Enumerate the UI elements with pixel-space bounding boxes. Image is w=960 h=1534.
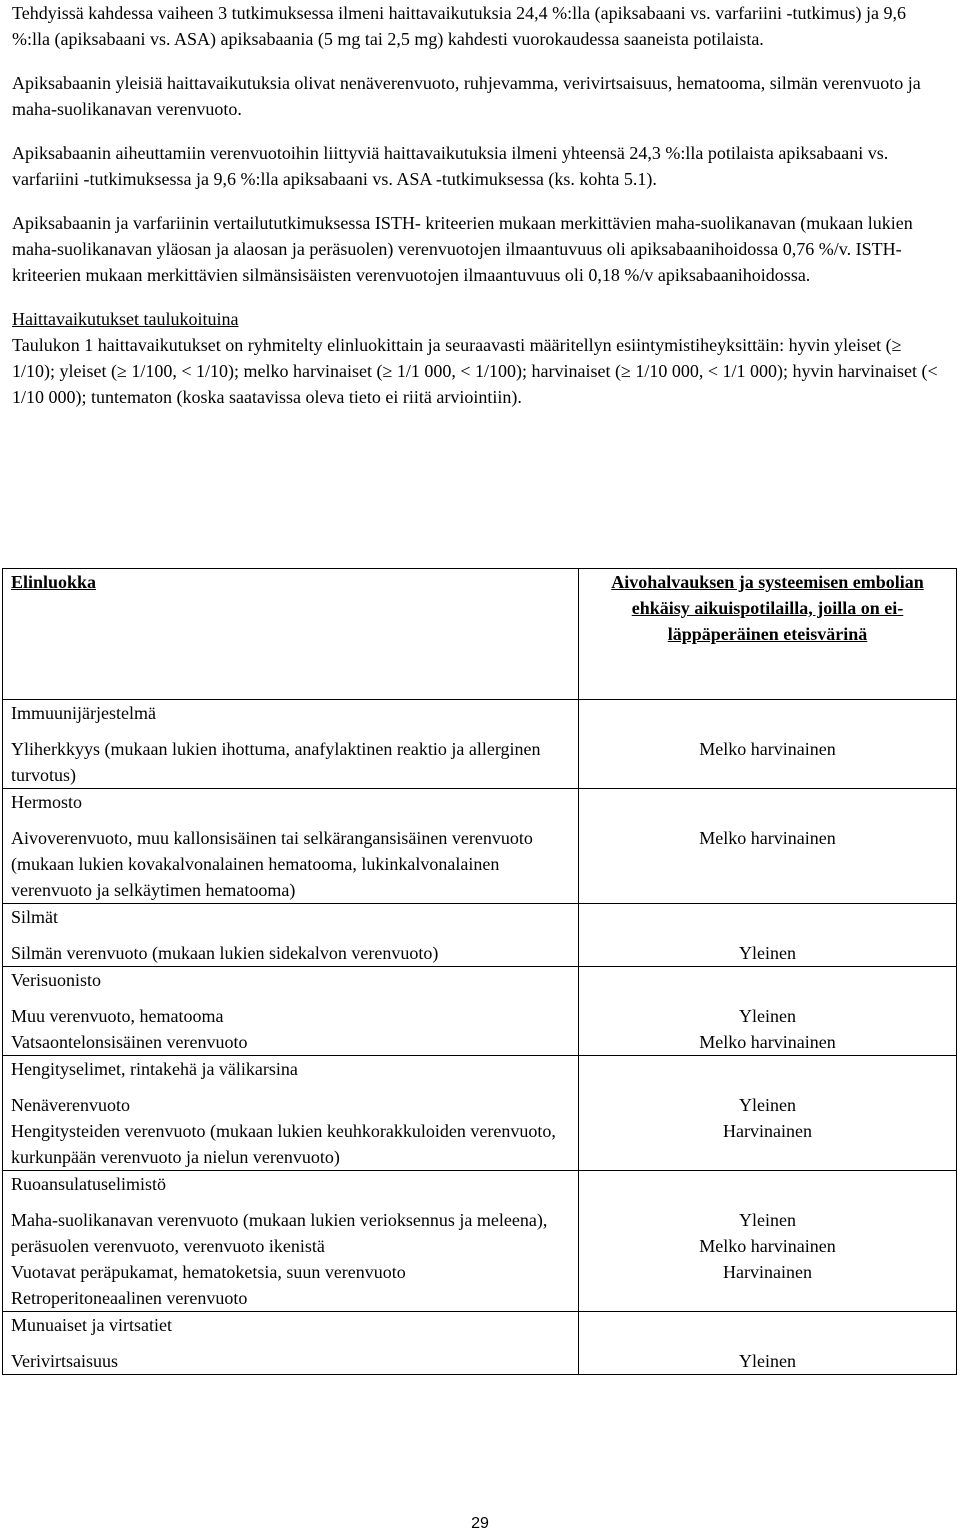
adverse-reaction-term: Yliherkkyys (mukaan lukien ihottuma, anafylaktinen reaktio ja allerginen turvotus)	[11, 739, 541, 785]
organ-class-cell	[3, 789, 579, 904]
table-row	[3, 1312, 957, 1375]
adverse-reactions-table	[2, 568, 957, 1375]
organ-class-label: Immuunijärjestelmä	[11, 703, 156, 723]
header-indication: Aivohalvauksen ja systeemisen embolian ehkäisy aikuispotilailla, joilla on ei-läppäperäinen eteisvärinä	[579, 569, 957, 700]
table-row	[3, 967, 957, 1056]
paragraph-isth: Apiksabaanin ja varfariinin vertailututkimuksessa ISTH- kriteerien mukaan merkittävien maha-suolikanavan (mukaan lukien maha-suolikanavan yläosan ja alaosan ja peräsuolen) verenvuotojen ilmaantuvuus oli apiksabaanihoidossa 0,76 %/v. ISTH-kriteerien mukaan merkittävien silmänsisäisten verenvuotojen ilmaantuvuus oli 0,18 %/v apiksabaanihoidossa.	[12, 213, 913, 285]
frequency-cell	[579, 967, 957, 1056]
frequency-value: Yleinen	[739, 1006, 796, 1026]
organ-class-cell	[3, 904, 579, 967]
organ-class-label: Hengityselimet, rintakehä ja välikarsina	[11, 1059, 298, 1079]
frequency-value: Harvinainen	[723, 1121, 812, 1141]
frequency-cell	[579, 1171, 957, 1312]
adverse-reaction-term: Verivirtsaisuus	[11, 1351, 118, 1371]
adverse-reaction-term: Silmän verenvuoto (mukaan lukien sidekalvon verenvuoto)	[11, 943, 439, 963]
adverse-reaction-term: Retroperitoneaalinen verenvuoto	[11, 1288, 248, 1308]
section-title: Haittavaikutukset taulukoituina	[12, 309, 239, 329]
table-row	[3, 700, 957, 789]
adverse-reaction-term: Maha-suolikanavan verenvuoto (mukaan lukien verioksennus ja meleena), peräsuolen verenvuoto, verenvuoto ikenistä	[11, 1210, 548, 1256]
section-intro: Taulukon 1 haittavaikutukset on ryhmitelty elinluokittain ja seuraavasti määritellyn esiintymistiheyksittäin: hyvin yleiset (≥ 1/10); yleiset (≥ 1/100, < 1/10); melko harvinaiset (≥ 1/1 000, < 1/100); harvinaiset (≥ 1/10 000, < 1/1 000); hyvin harvinaiset (< 1/10 000); tuntematon (koska saatavissa oleva tieto ei riitä arviointiin).	[12, 335, 938, 407]
table-row	[3, 1056, 957, 1171]
organ-class-cell	[3, 967, 579, 1056]
frequency-cell	[579, 1056, 957, 1171]
adverse-reaction-term: Aivoverenvuoto, muu kallonsisäinen tai selkärangansisäinen verenvuoto (mukaan lukien kovakalvonalainen hematooma, lukinkalvonalainen verenvuoto ja selkäytimen hematooma)	[11, 828, 533, 900]
adverse-reaction-term: Vatsaontelonsisäinen verenvuoto	[11, 1032, 248, 1052]
frequency-value: Harvinainen	[723, 1262, 812, 1282]
table-row	[3, 904, 957, 967]
organ-class-label: Silmät	[11, 907, 59, 927]
paragraph-common-adverse: Apiksabaanin yleisiä haittavaikutuksia olivat nenäverenvuoto, ruhjevamma, verivirtsaisuus, hematooma, silmän verenvuoto ja maha-suolikanavan verenvuoto.	[12, 73, 921, 119]
adverse-reaction-term: Hengitysteiden verenvuoto (mukaan lukien keuhkorakkuloiden verenvuoto, kurkunpään verenvuoto ja nielun verenvuoto)	[11, 1121, 556, 1167]
table-row	[3, 1171, 957, 1312]
table-row	[3, 789, 957, 904]
paragraph-bleeding: Apiksabaanin aiheuttamiin verenvuotoihin liittyviä haittavaikutuksia ilmeni yhteensä 24,3 %:lla potilaista apiksabaani vs. varfariini -tutkimuksessa ja 9,6 %:lla apiksabaani vs. ASA -tutkimuksessa (ks. kohta 5.1).	[12, 143, 889, 189]
organ-class-label: Verisuonisto	[11, 970, 101, 990]
organ-class-label: Ruoansulatuselimistö	[11, 1174, 166, 1194]
adverse-reaction-term: Muu verenvuoto, hematooma	[11, 1006, 224, 1026]
page-number: 29	[471, 1515, 489, 1532]
frequency-value: Yleinen	[739, 1095, 796, 1115]
frequency-value: Yleinen	[739, 1210, 796, 1230]
organ-class-cell	[3, 1171, 579, 1312]
organ-class-label: Hermosto	[11, 792, 82, 812]
document-body	[12, 0, 942, 410]
frequency-value: Melko harvinainen	[699, 828, 836, 848]
organ-class-cell	[3, 700, 579, 789]
frequency-cell	[579, 904, 957, 967]
frequency-cell	[579, 1312, 957, 1375]
frequency-value: Melko harvinainen	[699, 1032, 836, 1052]
table-header-row	[3, 569, 957, 700]
paragraph-phase3: Tehdyissä kahdessa vaiheen 3 tutkimuksessa ilmeni haittavaikutuksia 24,4 %:lla (apiksabaani vs. varfariini -tutkimus) ja 9,6 %:lla (apiksabaani vs. ASA) apiksabaania (5 mg tai 2,5 mg) kahdesti vuorokaudessa saaneista potilaista.	[12, 3, 907, 49]
frequency-value: Yleinen	[739, 1351, 796, 1371]
organ-class-cell	[3, 1312, 579, 1375]
frequency-cell	[579, 700, 957, 789]
organ-class-cell	[3, 1056, 579, 1171]
organ-class-label: Munuaiset ja virtsatiet	[11, 1315, 172, 1335]
adverse-reaction-term: Nenäverenvuoto	[11, 1095, 130, 1115]
adverse-reaction-term: Vuotavat peräpukamat, hematoketsia, suun verenvuoto	[11, 1262, 406, 1282]
frequency-value: Melko harvinainen	[699, 739, 836, 759]
frequency-value: Melko harvinainen	[699, 1236, 836, 1256]
frequency-cell	[579, 789, 957, 904]
header-organ-class: Elinluokka	[3, 569, 579, 700]
frequency-value: Yleinen	[739, 943, 796, 963]
